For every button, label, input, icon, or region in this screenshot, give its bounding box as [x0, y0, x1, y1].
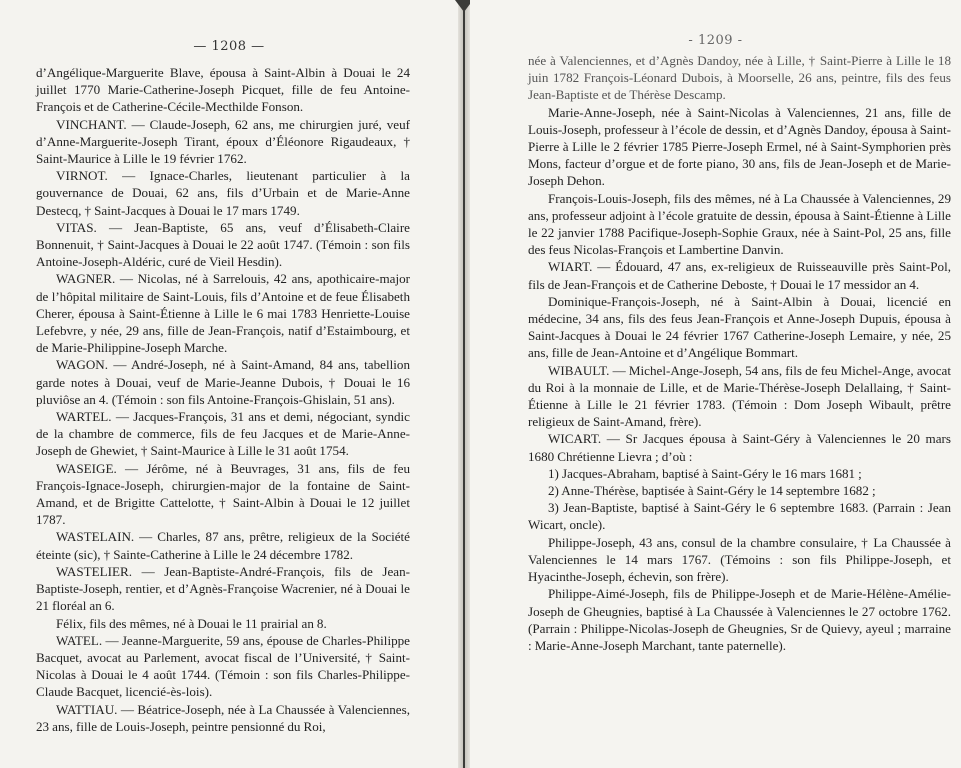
- right-page-text: [470, 52, 961, 654]
- right-page-number: - 1209 -: [688, 33, 743, 48]
- entry-paragraph: d’Angélique-Marguerite Blave, épousa à Saint-Albin à Douai le 24 juillet 1770 Marie-Catherine-Joseph Picquet, fille de feu Antoine-François et de Catherine-Cécile-Mecthilde Fonson.: [36, 65, 410, 115]
- entry-paragraph: WICART. — Sr Jacques épousa à Saint-Géry à Valenciennes le 20 mars 1680 Chrétienne Lievra ; d’où :: [528, 431, 951, 464]
- entry-paragraph: WATEL. — Jeanne-Marguerite, 59 ans, épouse de Charles-Philippe Bacquet, avocat au Parlement, avocat fiscal de l’Université, † Saint-Nicolas à Douai le 4 août 1744. (Témoin : son fils Charles-Philippe-Claude Bacquet, licencié-ès-lois).: [36, 632, 410, 700]
- entry-paragraph: WAGON. — André-Joseph, né à Saint-Amand, 84 ans, tabellion garde notes à Douai, veuf de Marie-Jeanne Dubois, † Douai le 16 pluviôse an 4. (Témoin : son fils Antoine-François-Ghislain, 51 ans).: [36, 357, 410, 407]
- entry-paragraph: VINCHANT. — Claude-Joseph, 62 ans, me chirurgien juré, veuf d’Anne-Marguerite-Joseph Tirant, époux d’Éléonore Rigaudeaux, † Saint-Maurice à Lille le 19 février 1762.: [36, 116, 410, 167]
- list-item: 3) Jean-Baptiste, baptisé à Saint-Géry le 6 septembre 1683. (Parrain : Jean Wicart, oncle).: [528, 500, 951, 533]
- entry-paragraph: Félix, fils des mêmes, né à Douai le 11 prairial an 8.: [56, 615, 327, 631]
- entry-paragraph: WASTELIER. — Jean-Baptiste-André-François, fils de Jean-Baptiste-Joseph, rentier, et d’Agnès-Françoise Wacrenier, né à Douai le 21 floréal an 6.: [36, 563, 410, 614]
- entry-paragraph: Philippe-Aimé-Joseph, fils de Philippe-Joseph et de Marie-Hélène-Amélie-Joseph de Gheugnies, baptisé à La Chaussée à Valenciennes le 27 octobre 1762. (Parrain : Philippe-Nicolas-Joseph de Gheugnies, Sr de Quievy, ayeul ; marraine : Marie-Anne-Joseph Marchant, tante paternelle).: [528, 586, 951, 653]
- entry-paragraph: née à Valenciennes, et d’Agnès Dandoy, née à Lille, † Saint-Pierre à Lille le 18 juin 1782 François-Léonard Dubois, à Moorselle, 26 ans, peintre, fils des feus Jean-Baptiste et de Thérèse Descamp.: [528, 53, 951, 103]
- list-item: 2) Anne-Thérèse, baptisée à Saint-Géry le 14 septembre 1682 ;: [548, 483, 876, 499]
- entry-paragraph: WAGNER. — Nicolas, né à Sarrelouis, 42 ans, apothicaire-major de l’hôpital militaire de Saint-Louis, fils d’Antoine et de feue Élisabeth Cherer, épousa à Saint-Étienne à Lille le 6 mai 1783 Henriette-Louise Lefebvre, y née, 29 ans, fille de Jean-François, natif d’Estaimbourg, et de Marie-Philippine-Joseph Marche.: [36, 271, 410, 356]
- entry-paragraph: Dominique-François-Joseph, né à Saint-Albin à Douai, licencié en médecine, 34 ans, fils des feus Jean-François et Anne-Joseph Dupuis, épousa à Saint-Jacques à Douai le 24 février 1767 Catherine-Joseph Lemaire, y née, 25 ans, fille de Jean-Antoine et d’Angélique Bommart.: [528, 293, 951, 361]
- children-list: [528, 465, 951, 534]
- entry-paragraph: François-Louis-Joseph, fils des mêmes, né à La Chaussée à Valenciennes, 29 ans, professeur adjoint à l’école gratuite de dessin, épousa à Saint-Étienne à Lille le 22 janvier 1788 Pacifique-Joseph-Sophie Graux, née à Saint-Pol, 25 ans, fille des feus Nicolas-François et Lambertine Danvin.: [528, 190, 951, 258]
- entry-paragraph: VIRNOT. — Ignace-Charles, lieutenant particulier à la gouvernance de Douai, 62 ans, fils d’Urbain et de Marie-Anne Destecq, † Saint-Jacques à Douai le 17 mars 1749.: [36, 168, 410, 218]
- gutter-binding-line: [463, 0, 465, 768]
- entry-paragraph: WARTEL. — Jacques-François, 31 ans et demi, négociant, syndic de la chambre de commerce, fils de feu Jacques et de Marie-Anne-Joseph de Ghewiet, † Saint-Maurice à Lille le 31 août 1754.: [36, 409, 410, 459]
- entry-paragraph: WASEIGE. — Jérôme, né à Beuvrages, 31 ans, fils de feu François-Ignace-Joseph, chirurgien-major de la fontaine de Saint-Amand, et de Brigitte Cattelotte, † Saint-Albin à Douai le 12 juillet 1787.: [36, 460, 410, 528]
- entry-paragraph: Marie-Anne-Joseph, née à Saint-Nicolas à Valenciennes, 21 ans, fille de Louis-Joseph, professeur à l’école de dessin, et d’Agnès Dandoy, épousa à Saint-Pierre à Lille le 2 février 1785 Pierre-Joseph Ermel, né à Saint-Symphorien près Mons, facteur d’orgue et de forte piano, 30 ans, fils de Jean-Joseph et de Marie-Joseph Dehon.: [528, 104, 951, 189]
- entry-paragraph: WIBAULT. — Michel-Ange-Joseph, 54 ans, fils de feu Michel-Ange, avocat du Roi à la monnaie de Lille, et de Marie-Thérèse-Joseph Delallaing, † Saint-Étienne à Lille le 21 février 1783. (Témoin : Dom Joseph Wibault, prêtre religieux de Saint-Amand, frère).: [528, 362, 951, 430]
- entry-paragraph: Philippe-Joseph, 43 ans, consul de la chambre consulaire, † La Chaussée à Valenciennes le 14 mars 1767. (Témoins : son fils Philippe-Joseph, et Hyacinthe-Joseph, échevin, son frère).: [528, 534, 951, 585]
- left-page-number: — 1208 —: [193, 39, 265, 54]
- right-page: [470, 0, 961, 768]
- list-item: 1) Jacques-Abraham, baptisé à Saint-Géry le 16 mars 1681 ;: [548, 465, 862, 481]
- left-page-text: [0, 58, 458, 735]
- entry-paragraph: WIART. — Édouard, 47 ans, ex-religieux de Ruisseauville près Saint-Pol, fils de Jean-François et de Catherine Deboste, † Douai le 17 messidor an 4.: [528, 259, 951, 292]
- entry-paragraph: WASTELAIN. — Charles, 87 ans, prêtre, religieux de la Société éteinte (sic), † Sainte-Catherine à Lille le 24 décembre 1782.: [36, 529, 410, 562]
- left-page: [0, 0, 458, 768]
- entry-paragraph: VITAS. — Jean-Baptiste, 65 ans, veuf d’Élisabeth-Claire Bonnenuit, † Saint-Jacques à Douai le 22 août 1747. (Témoin : son fils Antoine-Joseph-Aldéric, curé de Vieil Hesdin).: [36, 219, 410, 270]
- entry-paragraph: WATTIAU. — Béatrice-Joseph, née à La Chaussée à Valenciennes, 23 ans, fille de Louis-Joseph, peintre pensionné du Roi,: [36, 701, 410, 734]
